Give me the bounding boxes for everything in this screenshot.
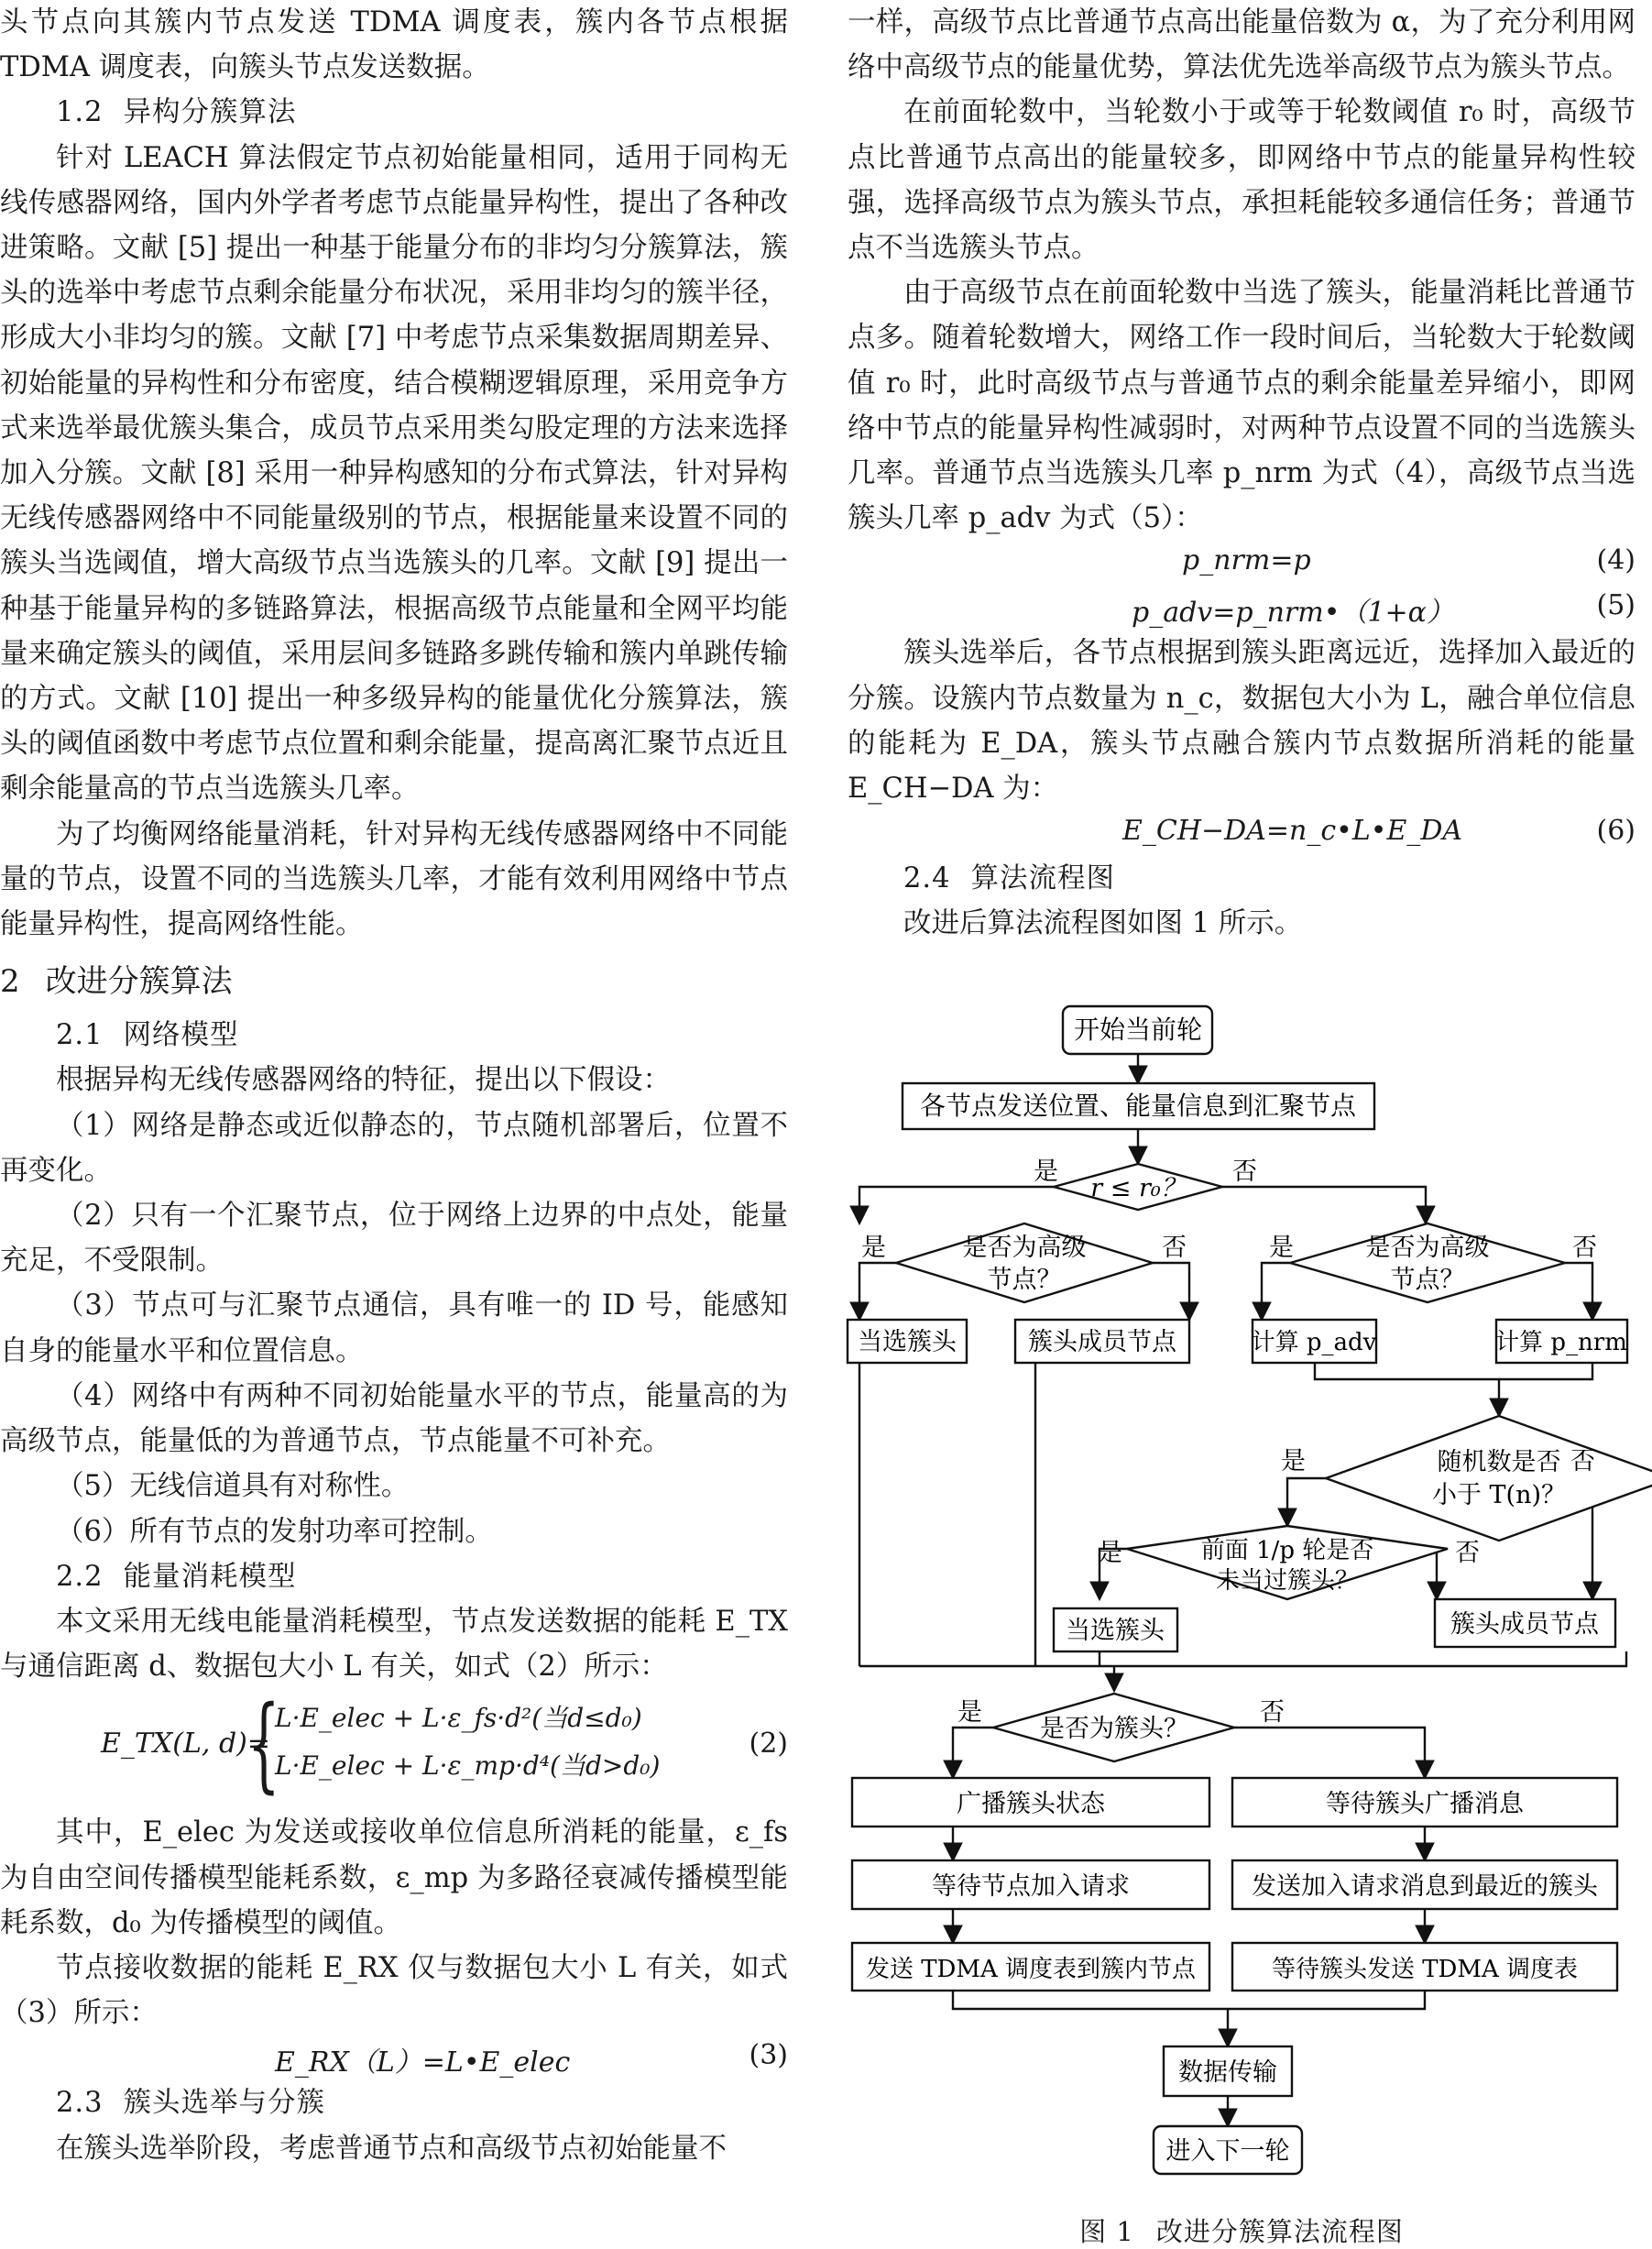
- equation-number: (6): [1596, 815, 1636, 848]
- paragraph-election: 在簇头选举阶段，考虑普通节点和高级节点初始能量不: [56, 2132, 727, 2165]
- flow-calc-nrm: [1495, 1320, 1627, 1363]
- flow-next-round: [1154, 2126, 1302, 2174]
- flow-decision-random: [1326, 1416, 1652, 1541]
- subsection-title: 簇头选举与分簇: [123, 2087, 326, 2120]
- flow-elected-1-label: 当选簇头: [858, 1328, 957, 1356]
- flow-decision-previous-q1: 前面 1/p 轮是否: [1200, 1537, 1374, 1564]
- flow-member-2: [1435, 1599, 1615, 1647]
- assumption-6: （6）所有节点的发射功率可控制。: [56, 1515, 493, 1548]
- equation-6-body: E_CH−DA=n_c•L•E_DA: [1122, 815, 1463, 848]
- paragraph-cluster-join: 簇头选举后，各节点根据到簇头距离远近，选择加入最近的分簇。设簇内节点数量为 n_c，数据包大小为 L，融合单位信息的能耗为 E_DA，簇头节点融合簇内节点数据所消耗的能量 E_CH−DA 为：: [848, 637, 1636, 806]
- paragraph-related-work: 针对 LEACH 算法假定节点初始能量相同，适用于同构无线传感器网络，国内外学者考虑节点能量异构性，提出了各种改进策略。文献 [5] 提出一种基于能量分布的非均匀分簇算法，簇头的选举中考虑节点剩余能量分布状况，采用非均匀的簇半径，形成大小非均匀的簇。文献 [7] 中考虑节点采集数据周期差异、初始能量的异构性和分布密度，结合模糊逻辑原理，采用竞争方式来选举最优簇头集合，成员节点采用类勾股定理的方法来选择加入分簇。文献 [8] 采用一种异构感知的分布式算法，针对异构无线传感器网络中不同能量级别的节点，根据能量来设置不同的簇头当选阈值，增大高级节点当选簇头的几率。文献 [9] 提出一种基于能量异构的多链路算法，根据高级节点能量和全网平均能量来确定簇头的阈值，采用层间多链路多跳传输和簇内单跳传输的方式。文献 [10] 提出一种多级异构的能量优化分簇算法，簇头的阈值函数中考虑节点位置和剩余能量，提高离汇聚节点近且剩余能量高的节点当选簇头几率。: [0, 141, 788, 806]
- flow-send-tdma-label: 发送 TDMA 调度表到簇内节点: [865, 1956, 1197, 1983]
- section-title: 改进分簇算法: [45, 963, 233, 1001]
- paragraph-later-rounds: 由于高级节点在前面轮数中当选了簇头，能量消耗比普通节点多。随着轮数增大，网络工作一段时间后，当轮数大于轮数阈值 r₀ 时，此时高级节点与普通节点的剩余能量差异缩小，即网络中节点的能量异构性减弱时，对两种节点设置不同的当选簇头几率。普通节点当选簇头几率 p_nrm 为式（4），高级节点当选簇头几率 p_adv 为式（5）：: [848, 277, 1636, 535]
- figure-number: 图 1: [1079, 2216, 1134, 2247]
- flow-member-2-label: 簇头成员节点: [1450, 1610, 1599, 1639]
- flow-decision-previous: [1127, 1526, 1448, 1599]
- equation-2-case-2: L·E_elec + L·ε_mp·d⁴(当d>d₀): [275, 1750, 661, 1782]
- equation-2-lhs: E_TX(L, d)=: [101, 1728, 271, 1761]
- paragraph-receive-energy: 节点接收数据的能耗 E_RX 仅与数据包大小 L 有关，如式（3）所示：: [0, 1951, 788, 2030]
- assumption-3: （3）节点可与汇聚节点通信，具有唯一的 ID 号，能感知自身的能量水平和位置信息。: [0, 1289, 788, 1367]
- subsection-number: 2.1: [56, 1019, 104, 1052]
- flow-decision-random-q2: 小于 T(n)？: [1431, 1481, 1567, 1509]
- equation-number: (2): [749, 1728, 788, 1761]
- flow-wait-join-label: 等待节点加入请求: [932, 1872, 1130, 1901]
- flow-send-tdma: [852, 1943, 1209, 1991]
- flow-start: [1063, 1006, 1212, 1054]
- subsection-number: 1.2: [56, 96, 104, 129]
- flow-send-join-label: 发送加入请求消息到最近的簇头: [1252, 1872, 1598, 1901]
- paragraph-continued-right: 一样，高级节点比普通节点高出能量倍数为 α，为了充分利用网络中高级节点的能量优势，算法优先选举高级节点为簇头节点。: [848, 6, 1636, 84]
- figure-caption: [848, 2216, 1636, 2247]
- subsection-title: 能量消耗模型: [123, 1560, 297, 1593]
- flow-wait-tdma-label: 等待簇头发送 TDMA 调度表: [1271, 1956, 1579, 1983]
- flow-calc-adv: [1252, 1320, 1377, 1363]
- branch-no-label: 否: [1572, 1234, 1597, 1262]
- assumption-4: （4）网络中有两种不同初始能量水平的节点，能量高的为高级节点，能量低的为普通节点，节点能量不可补充。: [0, 1379, 788, 1458]
- paragraph-early-rounds: 在前面轮数中，当轮数小于或等于轮数阈值 r₀ 时，高级节点比普通节点高出的能量较多，即网络中节点的能量异构性较强，选择高级节点为簇头节点，承担耗能较多通信任务；普通节点不当选簇头节点。: [848, 96, 1636, 265]
- flow-decision-adv-left: [896, 1223, 1153, 1302]
- flow-broadcast-label: 广播簇头状态: [957, 1790, 1105, 1818]
- branch-yes-label: 是: [1281, 1447, 1306, 1476]
- assumption-1: （1）网络是静态或近似静态的，节点随机部署后，位置不再变化。: [0, 1109, 788, 1187]
- branch-no-label: 否: [1232, 1157, 1257, 1186]
- equation-number: (5): [1596, 589, 1636, 622]
- subsection-number: 2.4: [903, 862, 951, 895]
- flow-decision-adv-right: [1290, 1223, 1565, 1302]
- subsection-title: 网络模型: [123, 1019, 239, 1052]
- flow-decision-adv-right-q2: 节点？: [1390, 1266, 1465, 1294]
- flow-member-1-label: 簇头成员节点: [1028, 1328, 1176, 1356]
- equation-number: (4): [1596, 544, 1636, 577]
- branch-yes-label: 是: [1098, 1539, 1122, 1567]
- paragraph-figure-ref: 改进后算法流程图如图 1 所示。: [903, 907, 1303, 940]
- flow-send-join: [1232, 1860, 1617, 1909]
- subsection-title: 异构分簇算法: [123, 96, 297, 129]
- paragraph-symbols: 其中，E_elec 为发送或接收单位信息所消耗的能量，ε_fs 为自由空间传播模型能耗系数，ε_mp 为多路径衰减传播模型能耗系数，d₀ 为传播模型的阈值。: [0, 1816, 788, 1939]
- figure-title: 改进分簇算法流程图: [1155, 2216, 1404, 2247]
- flow-elected-2: [1054, 1608, 1177, 1651]
- flow-wait-tdma: [1232, 1943, 1617, 1991]
- flow-wait-join: [852, 1860, 1209, 1909]
- paragraph-motivation: 为了均衡网络能量消耗，针对异构无线传感器网络中不同能量的节点，设置不同的当选簇头几率，才能有效利用网络中节点能量异构性，提高网络性能。: [0, 817, 788, 941]
- flow-transfer-label: 数据传输: [1178, 2058, 1277, 2087]
- flow-decision-r-label: r ≤ r₀？: [1090, 1174, 1186, 1202]
- flow-send-info-label: 各节点发送位置、能量信息到汇聚节点: [919, 1091, 1357, 1121]
- flow-calc-adv-label: 计算 p_adv: [1251, 1329, 1377, 1356]
- branch-no-label: 否: [1455, 1539, 1480, 1567]
- subsection-number: 2.2: [56, 1560, 104, 1593]
- equation-2-case-1: L·E_elec + L·ε_fs·d²(当d≤d₀): [275, 1703, 642, 1734]
- flow-decision-is-ch-label: 是否为簇头？: [1040, 1715, 1188, 1743]
- assumption-5: （5）无线信道具有对称性。: [56, 1470, 410, 1503]
- flow-calc-nrm-label: 计算 p_nrm: [1495, 1329, 1627, 1356]
- branch-no-label: 否: [1162, 1234, 1187, 1262]
- flow-decision-r: [1054, 1164, 1222, 1210]
- flow-decision-random-q1: 随机数是否: [1437, 1448, 1561, 1476]
- flow-elected-1: [848, 1320, 967, 1363]
- equation-4-body: p_nrm=p: [1182, 544, 1311, 577]
- paragraph-continued: 头节点向其簇内节点发送 TDMA 调度表，簇内各节点根据 TDMA 调度表，向簇头节点发送数据。: [0, 6, 788, 84]
- subsection-title: 算法流程图: [970, 862, 1116, 895]
- flow-start-label: 开始当前轮: [1073, 1015, 1203, 1045]
- flow-decision-is-ch: [993, 1694, 1234, 1761]
- flow-wait-broadcast-label: 等待簇头广播消息: [1326, 1790, 1524, 1818]
- equation-number: (3): [749, 2039, 788, 2072]
- flow-decision-adv-right-q1: 是否为高级: [1365, 1234, 1490, 1262]
- branch-yes-label: 是: [1034, 1157, 1058, 1186]
- branch-yes-label: 是: [957, 1698, 982, 1727]
- flow-send-info: [903, 1083, 1374, 1129]
- paragraph-assumptions-intro: 根据异构无线传感器网络的特征，提出以下假设：: [56, 1064, 671, 1097]
- branch-yes-label: 是: [1269, 1234, 1294, 1262]
- flow-next-round-label: 进入下一轮: [1165, 2137, 1290, 2166]
- flow-wait-broadcast: [1232, 1778, 1617, 1827]
- branch-no-label: 否: [1570, 1447, 1595, 1476]
- equation-2-brace: {: [247, 1684, 280, 1805]
- flow-broadcast: [852, 1778, 1209, 1827]
- subsection-number: 2.3: [56, 2087, 104, 2120]
- branch-no-label: 否: [1260, 1698, 1285, 1727]
- equation-3-body: E_RX（L）=L•E_elec: [275, 2046, 571, 2079]
- flow-transfer: [1164, 2046, 1292, 2096]
- assumption-2: （2）只有一个汇聚节点，位于网络上边界的中点处，能量充足，不受限制。: [0, 1200, 788, 1278]
- section-number: 2: [0, 963, 20, 1001]
- paragraph-energy-model: 本文采用无线电能量消耗模型，节点发送数据的能耗 E_TX 与通信距离 d、数据包大小 L 有关，如式（2）所示：: [0, 1605, 788, 1684]
- equation-5-body: p_adv=p_nrm•（1+α）: [1132, 597, 1454, 630]
- flow-decision-adv-left-q1: 是否为高级: [962, 1234, 1087, 1262]
- flow-decision-adv-left-q2: 节点？: [987, 1266, 1062, 1294]
- flow-elected-2-label: 当选簇头: [1066, 1617, 1165, 1645]
- branch-yes-label: 是: [861, 1234, 886, 1262]
- flow-member-1: [1015, 1320, 1189, 1363]
- flow-decision-previous-q2: 未当过簇头？: [1215, 1567, 1360, 1595]
